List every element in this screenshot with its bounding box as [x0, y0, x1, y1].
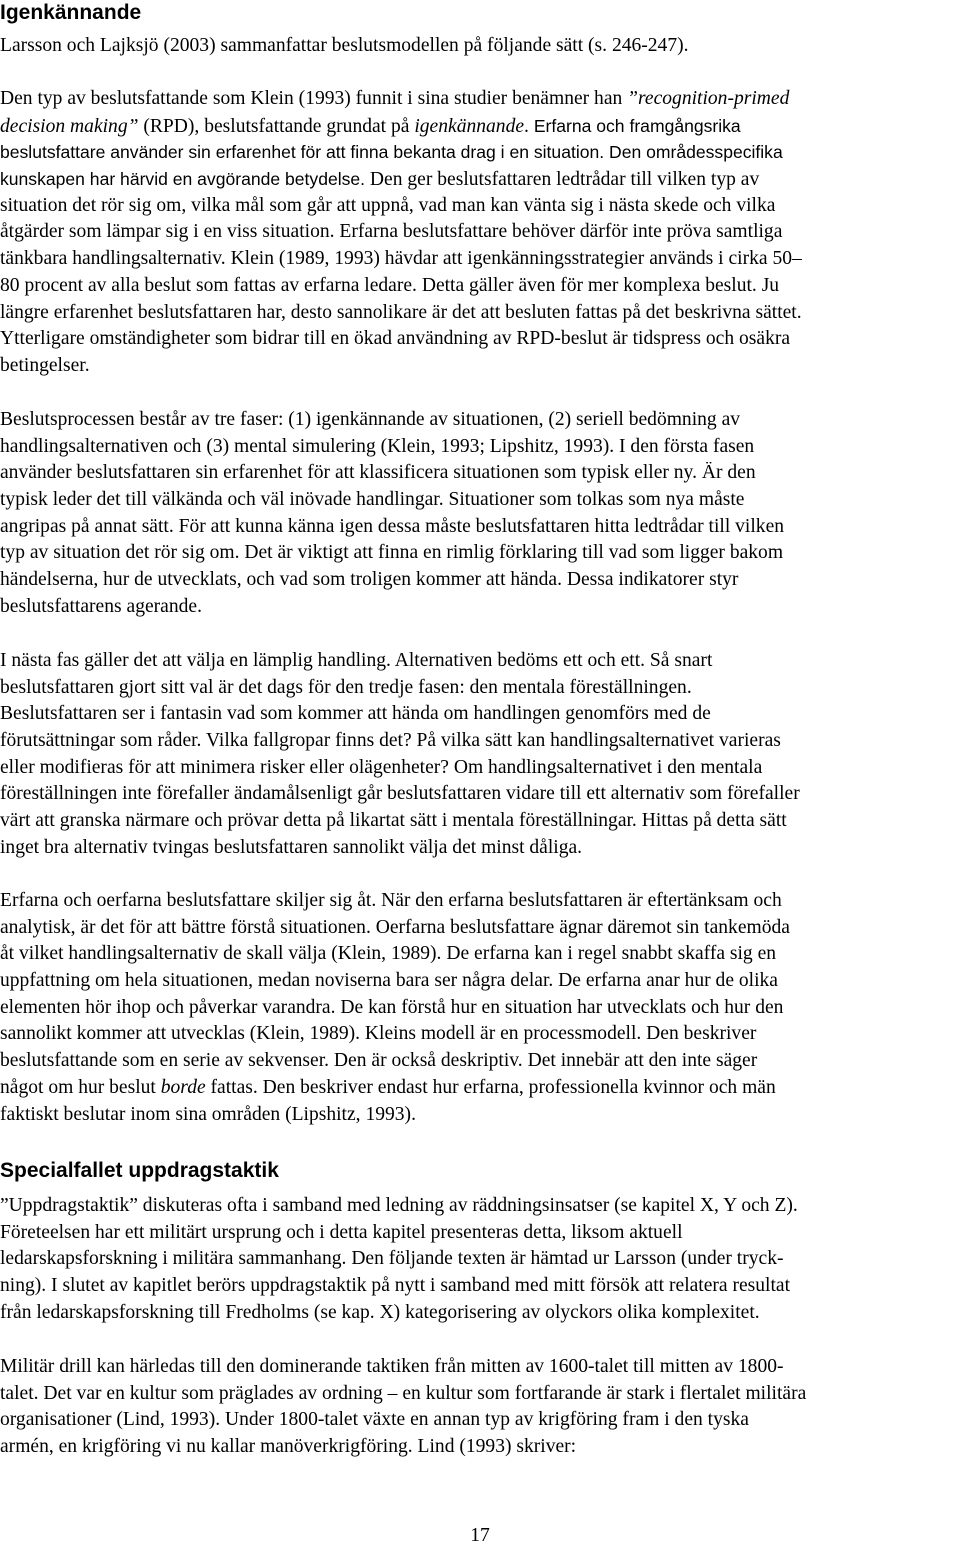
text-line — [0, 995, 958, 1022]
text-segment: åtgärder som lämpar sig i en viss situation. Erfarna beslutsfattare behöver därför inte pröva samtliga — [0, 221, 783, 243]
text-segment: eller modifieras för att minimera risker eller olägenheter? Om handlingsalternativet i den mentala — [0, 756, 763, 778]
text-segment: situation det rör sig om, vilka mål som går att uppnå, vad man kan vänta sig i nästa skede och vilka — [0, 194, 776, 216]
text-line — [0, 835, 958, 862]
text-segment: analytisk, är det för att bättre förstå situationen. Oerfarna beslutsfattare ägnar däremot sin tankemöda — [0, 916, 790, 938]
text-segment: angripas på annat sätt. För att kunna känna igen dessa måste beslutsfattaren hitta ledtrådar till vilken — [0, 515, 785, 537]
text-line — [0, 246, 958, 273]
text-line — [0, 728, 958, 755]
text-segment: fattas. Den beskriver endast hur erfarna, professionella kvinnor och män — [205, 1076, 776, 1098]
text-segment: ”recognition-primed — [627, 88, 790, 109]
text-line — [0, 1102, 958, 1129]
text-segment: Erfarna och oerfarna beslutsfattare skiljer sig åt. När den erfarna beslutsfattaren är eftertänksam och — [0, 890, 782, 911]
text-line — [0, 755, 958, 782]
text-segment: beslutsfattaren gjort sitt val är det dags för den tredje fasen: den mentala föreställningen. — [0, 676, 692, 698]
text-line — [0, 193, 958, 220]
text-line — [0, 1021, 958, 1048]
text-segment: ”Uppdragstaktik” diskuteras ofta i samband med ledning av räddningsinsatser (se kapitel X, Y och Z). — [0, 1195, 798, 1216]
text-line — [0, 1354, 958, 1381]
text-line — [0, 1381, 958, 1408]
text-line — [0, 1434, 958, 1461]
text-line — [0, 219, 958, 246]
text-segment: inget bra alternativ tvingas beslutsfattaren sannolikt välja det minst dåliga. — [0, 836, 583, 858]
text-line — [0, 1220, 958, 1247]
paragraph — [0, 888, 960, 1128]
paragraph — [0, 86, 960, 380]
text-segment: händelserna, hur de utvecklats, och vad som troligen kommer att hända. Dessa indikatorer styr — [0, 569, 739, 591]
paragraph — [0, 648, 960, 862]
text-line — [0, 434, 958, 461]
text-segment: decision making” — [0, 115, 139, 137]
text-segment: 80 procent av alla beslut som fattas av erfarna ledare. Detta gäller även för mer komplexa beslut. Ju — [0, 274, 780, 296]
text-line — [0, 675, 958, 702]
text-line — [0, 915, 958, 942]
text-line — [0, 594, 958, 621]
text-segment: Militär drill kan härledas till den dominerande taktiken från mitten av 1600-talet till mitten av 1800- — [0, 1356, 784, 1377]
text-line — [0, 326, 958, 353]
text-line — [0, 273, 958, 300]
page-number: 17 — [470, 1525, 490, 1546]
text-segment: tänkbara handlingsalternativ. Klein (1989, 1993) hävdar att igenkänningsstrategier används i cirka 50– — [0, 248, 802, 270]
text-segment: föreställningen inte förefaller ändamålsenligt går beslutsfattaren vidare till ett alternativ som förefaller — [0, 783, 800, 805]
text-segment: längre erfarenhet beslutsfattaren har, desto sannolikare är det att besluten fattas på det beskrivna sättet. — [0, 301, 802, 323]
text-segment: Den ger beslutsfattaren ledtrådar till vilken typ av — [365, 169, 760, 191]
text-segment: typ av situation det rör sig om. Det är viktigt att finna en rimlig förklaring till vad som ligger bakom — [0, 542, 784, 564]
text-segment: från ledarskapsforskning till Fredholms (se kap. X) kategorisering av olyckors olika komplexitet. — [0, 1301, 760, 1323]
text-segment: borde — [160, 1076, 206, 1098]
text-segment: handlingsalternativen och (3) mental simulering (Klein, 1993; Lipshitz, 1993). I den första fasen — [0, 435, 755, 457]
text-line — [0, 968, 958, 995]
text-segment: sannolikt kommer att utvecklas (Klein, 1989). Kleins modell är en processmodell. Den beskriver — [0, 1023, 757, 1045]
paragraph — [0, 407, 960, 621]
text-line — [0, 139, 958, 166]
text-segment: I nästa fas gäller det att välja en lämplig handling. Alternativen bedöms ett och ett. Så snart — [0, 650, 713, 671]
text-segment: ledarskapsforskning i militära sammanhang. Den följande texten är hämtad ur Larsson (under tryck- — [0, 1248, 784, 1270]
text-segment: talet. Det var en kultur som präglades av ordning – en kultur som fortfarande är stark i flertalet militära — [0, 1382, 807, 1404]
text-segment: Den typ av beslutsfattande som Klein (1993) funnit i sina studier benämner han — [0, 88, 628, 109]
text-segment: typisk leder det till välkända och väl inövade handlingar. Situationer som tolkas som nya måste — [0, 489, 745, 511]
text-segment: kunskapen har härvid en avgörande betydelse. — [0, 169, 366, 190]
text-line — [0, 701, 958, 728]
text-line — [0, 407, 958, 434]
text-line — [0, 567, 958, 594]
text-segment: Beslutsfattaren ser i fantasin vad som kommer att hända om handlingen genomförs med de — [0, 703, 711, 725]
text-line — [0, 1048, 958, 1075]
text-line — [0, 648, 958, 675]
text-line — [0, 1246, 958, 1273]
text-segment: Larsson och Lajksjö (2003) sammanfattar beslutsmodellen på följande sätt (s. 246-247). — [0, 35, 689, 56]
text-line — [0, 1193, 958, 1220]
text-line — [0, 33, 958, 60]
section-heading: Specialfallet uppdragstaktik — [0, 1159, 279, 1182]
text-segment: beslutsfattarens agerande. — [0, 595, 202, 617]
paragraph — [0, 33, 960, 60]
text-segment: något om hur beslut — [0, 1076, 161, 1098]
text-segment: Ytterligare omständigheter som bidrar till en ökad användning av RPD-beslut är tidspress och osäkra — [0, 328, 791, 350]
section-heading: Igenkännande — [0, 1, 142, 24]
text-line — [0, 300, 958, 327]
text-segment: ning). I slutet av kapitlet berörs uppdragstaktik på nytt i samband med mitt försök att relatera resultat — [0, 1275, 791, 1297]
text-segment: värt att granska närmare och prövar detta på likartat sätt i mentala föreställningar. Hittas på detta sätt — [0, 810, 787, 832]
text-line — [0, 86, 958, 113]
text-segment: armén, en krigföring vi nu kallar manöverkrigföring. Lind (1993) skriver: — [0, 1436, 577, 1458]
text-segment: förutsättningar som råder. Vilka fallgropar finns det? På vilka sätt kan handlingsalternativet varieras — [0, 730, 781, 752]
text-segment: beslutsfattande som en serie av sekvenser. Den är också deskriptiv. Det innebär att den inte säger — [0, 1050, 758, 1072]
text-line — [0, 540, 958, 567]
text-line — [0, 487, 958, 514]
text-line — [0, 1407, 958, 1434]
text-segment: betingelser. — [0, 354, 90, 376]
text-segment: Företeelsen har ett militärt ursprung och i detta kapitel presenteras detta, liksom aktuell — [0, 1221, 683, 1243]
text-segment: använder beslutsfattaren sin erfarenhet för att klassificera situationen som typisk eller ny. Är den — [0, 462, 756, 484]
text-line — [0, 1273, 958, 1300]
text-line — [0, 781, 958, 808]
text-line — [0, 808, 958, 835]
text-segment: organisationer (Lind, 1993). Under 1800-talet växte en annan typ av krigföring fram i den tyska — [0, 1409, 749, 1431]
text-segment: åt vilket handlingsalternativ de skall välja (Klein, 1989). De erfarna kan i regel snabbt skaffa sig en — [0, 943, 777, 965]
text-line — [0, 888, 958, 915]
text-line — [0, 113, 958, 140]
text-segment: (RPD), beslutsfattande grundat på — [138, 115, 415, 137]
text-line — [0, 166, 958, 193]
text-line — [0, 353, 958, 380]
text-line — [0, 514, 958, 541]
text-segment: uppfattning om hela situationen, medan noviserna bara ser några delar. De erfarna anar hur de olika — [0, 970, 779, 992]
text-segment: beslutsfattare använder sin erfarenhet för att finna bekanta drag i en situation. Den områdesspecifika — [0, 142, 783, 163]
paragraph — [0, 1193, 960, 1326]
text-line — [0, 460, 958, 487]
text-segment: faktiskt beslutar inom sina områden (Lipshitz, 1993). — [0, 1103, 416, 1125]
text-line — [0, 1300, 958, 1327]
text-segment: . — [524, 115, 534, 137]
text-line — [0, 941, 958, 968]
text-segment: Beslutsprocessen består av tre faser: (1) igenkännande av situationen, (2) seriell bedömning av — [0, 409, 741, 430]
text-segment: elementen hör ihop och påverkar varandra. De kan förstå hur en situation har utvecklats och hur den — [0, 996, 784, 1018]
text-line — [0, 1075, 958, 1102]
text-segment: Erfarna och framgångsrika — [533, 115, 741, 136]
paragraph — [0, 1354, 960, 1461]
text-segment: igenkännande — [414, 115, 525, 137]
